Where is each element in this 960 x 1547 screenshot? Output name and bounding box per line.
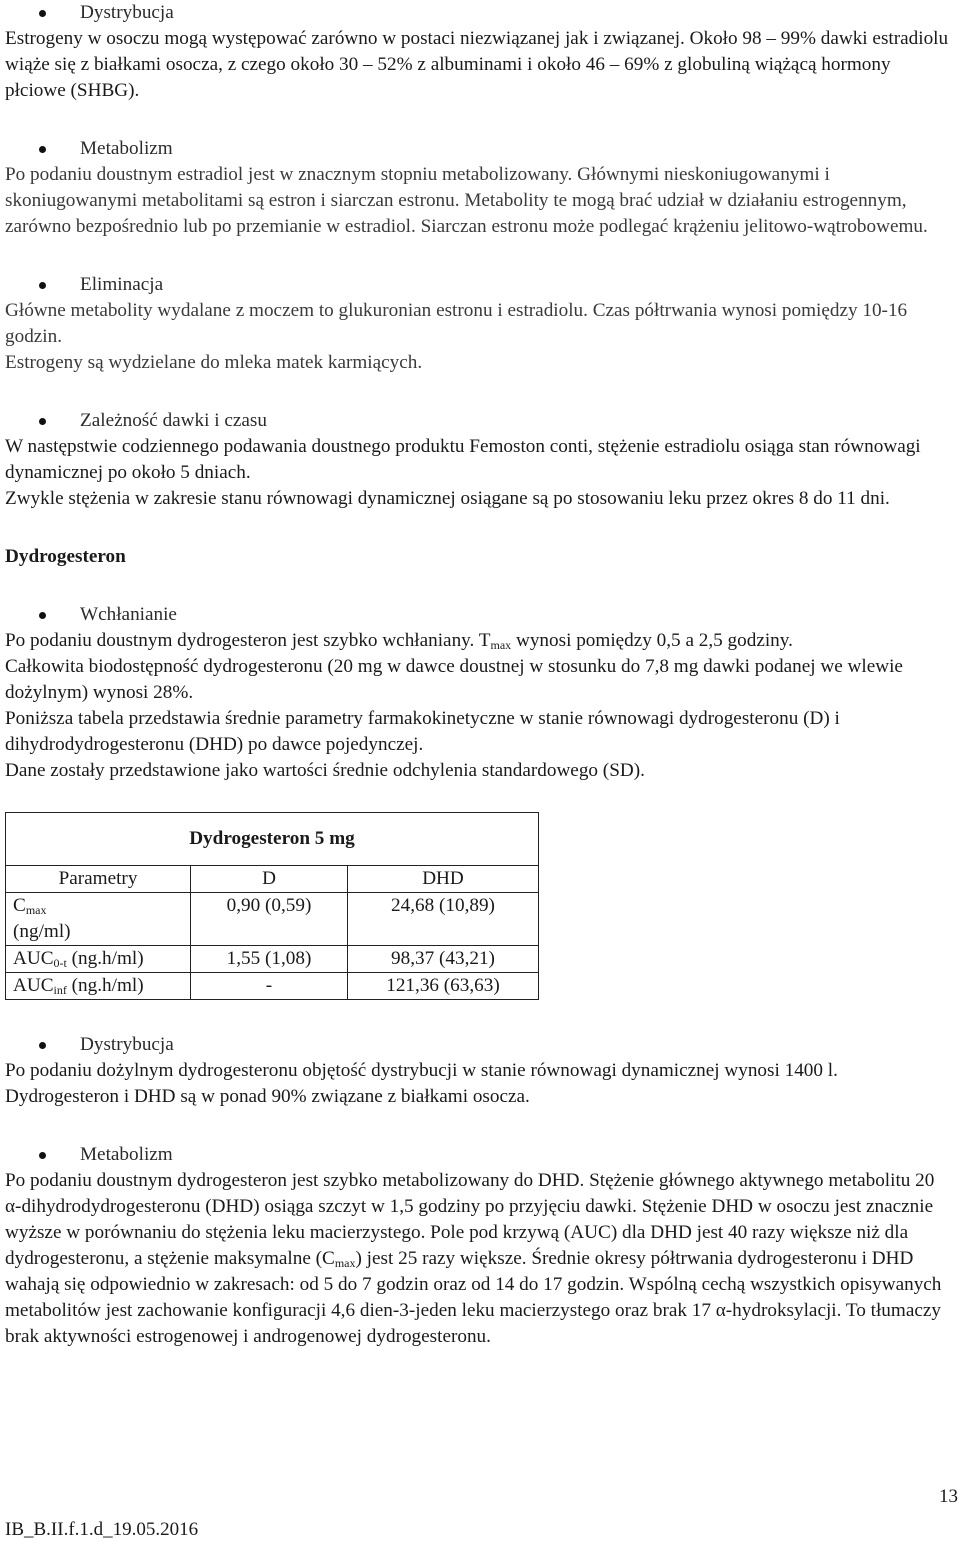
absorption-text-a: Po podaniu doustnym dydrogesteron jest szybko wchłaniany. T — [5, 630, 491, 651]
table-cell-d: 0,90 (0,59) — [191, 893, 348, 946]
section-title-metabolism-2: Metabolizm — [5, 1142, 955, 1168]
paragraph-distribution: Estrogeny w osoczu mogą występować zarówno w postaci niezwiązanej jak i związanej. Około 98 – 99% dawki estradiolu wiąże się z białkami osocza, z czego około 30 – 52% z albuminami i około 46 – 69% z globuliną wiążącą hormony płciowe (SHBG). — [5, 28, 949, 101]
paragraph-dose-time-1: W następstwie codziennego podawania doustnego produktu Femoston conti, stężenie estradiolu osiąga stan równowagi dynamicznej po około 5 dniach. — [5, 436, 921, 483]
paragraph-metabolism: Po podaniu doustnym estradiol jest w znacznym stopniu metabolizowany. Głównymi nieskoniugowanymi i skoniugowanymi metabolitami są estron i siarczan estronu. Metabolity te mogą brać udział w działaniu estrogennym, zarówno bezpośrednio lub po przemianie w estradiol. Siarczan estronu może podlegać krążeniu jelitowo-wątrobowemu. — [5, 164, 928, 237]
table-cell-dhd: 24,68 (10,89) — [348, 893, 539, 946]
pk-table — [5, 812, 539, 1000]
paragraph-absorption-1 — [5, 628, 955, 654]
section-title-elimination: Eliminacja — [5, 272, 955, 298]
section-title-absorption: Wchłanianie — [5, 602, 955, 628]
table-header-d: D — [191, 866, 348, 893]
table-row — [6, 893, 539, 946]
paragraph-absorption-4: Dane zostały przedstawione jako wartości średnie odchylenia standardowego (SD). — [5, 760, 645, 781]
document-page — [5, 0, 955, 1350]
paragraph-distribution-2: Po podaniu dożylnym dydrogesteronu objętość dystrybucji w stanie równowagi dynamicznej wynosi 1400 l. Dydrogesteron i DHD są w ponad 90% związane z białkami osocza. — [5, 1060, 838, 1107]
paragraph-absorption-2: Całkowita biodostępność dydrogesteronu (20 mg w dawce doustnej w stosunku do 7,8 mg dawki podanej we wlewie dożylnym) wynosi 28%. — [5, 656, 903, 703]
paragraph-elimination-2: Estrogeny są wydzielane do mleka matek karmiących. — [5, 352, 423, 373]
table-header-param: Parametry — [6, 866, 191, 893]
table-header-dhd: DHD — [348, 866, 539, 893]
tmax-subscript: max — [490, 638, 512, 652]
table-cell-d: 1,55 (1,08) — [191, 946, 348, 973]
section-title-metabolism: Metabolizm — [5, 136, 955, 162]
section-title-dose-time: Zależność dawki i czasu — [5, 408, 955, 434]
cmax-subscript: max — [334, 1256, 356, 1270]
heading-dydrogesteron: Dydrogesteron — [5, 546, 126, 567]
table-title: Dydrogesteron 5 mg — [6, 813, 539, 866]
paragraph-dose-time-2: Zwykle stężenia w zakresie stanu równowagi dynamicznej osiągane są po stosowaniu leku przez okres 8 do 11 dni. — [5, 488, 890, 509]
table-cell-param: $AUC_{inf}$ (ng.h/ml) — [6, 973, 191, 1000]
table-cell-dhd: 98,37 (43,21) — [348, 946, 539, 973]
absorption-text-b: wynosi pomiędzy 0,5 a 2,5 godziny. — [511, 630, 793, 651]
page-number: 13 — [939, 1486, 958, 1507]
section-title-distribution: Dystrybucja — [5, 0, 955, 26]
paragraph-metabolism-2: Po podaniu doustnym dydrogesteron jest szybko metabolizowany do DHD. Stężenie głównego aktywnego metabolitu 20 α-dihydrodydrogesteronu (DHD) osiąga szczyt w 1,5 godziny po przyjęciu dawki. Stężenie DHD w osoczu jest znacznie wyższe w porównaniu do stężenia leku macierzystego. Pole pod krzywą (AUC) dla DHD jest 40 razy większe niż dla dydrogesteronu, a stężenie maksymalne $(C_{max})$ jest 25 razy większe. Średnie okresy półtrwania dydrogesteronu i DHD wahają się odpowiednio w zakresach: od 5 do 7 godzin oraz od 14 do 17 godzin. Wspólną cechą wszystkich opisywanych metabolitów jest zachowanie konfiguracji 4,6 dien-3-jeden leku macierzystego oraz brak 17 α-hydroksylacji. To tłumaczy brak aktywności estrogenowej i androgenowej dydrogesteronu. — [5, 1170, 942, 1347]
table-cell-d: - — [191, 973, 348, 1000]
table-row — [6, 973, 539, 1000]
section-title-distribution-2: Dystrybucja — [5, 1032, 955, 1058]
table-cell-param: $AUC_{0-t}$ (ng.h/ml) — [6, 946, 191, 973]
table-cell-dhd: 121,36 (63,63) — [348, 973, 539, 1000]
table-row — [6, 946, 539, 973]
table-cell-param: $C_{max}$ (ng/ml) — [6, 893, 191, 946]
paragraph-elimination-1: Główne metabolity wydalane z moczem to glukuronian estronu i estradiolu. Czas półtrwania wynosi pomiędzy 10-16 godzin. — [5, 300, 908, 347]
document-id: IB_B.II.f.1.d_19.05.2016 — [5, 1519, 199, 1540]
paragraph-absorption-3: Poniższa tabela przedstawia średnie parametry farmakokinetyczne w stanie równowagi dydrogesteronu (D) i dihydrodydrogesteronu (DHD) po dawce pojedynczej. — [5, 708, 840, 755]
